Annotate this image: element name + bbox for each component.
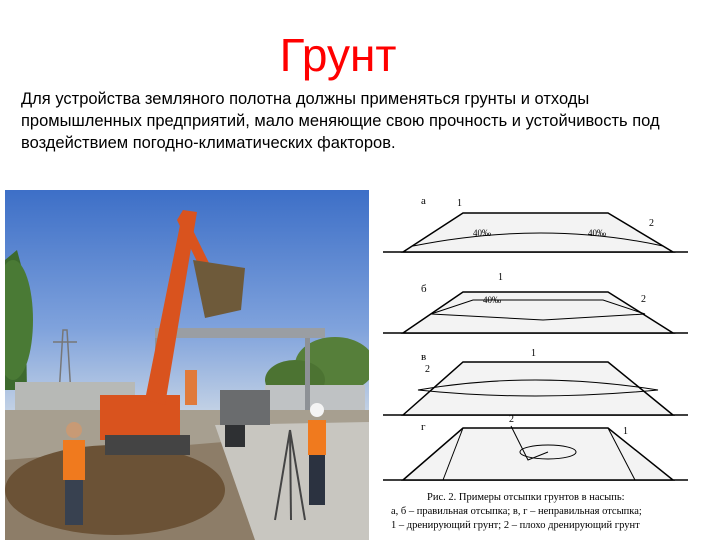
panel-letter: в <box>421 351 427 363</box>
panel-label: 1 <box>457 198 462 209</box>
panel-letter: а <box>421 195 426 207</box>
slide-body-text: Для устройства земляного полотна должны применяться грунты и отходы промышленных предприятий, мало меняющие свою прочность и устойчивость под воздействием погодно-климатических факторов. <box>21 90 660 152</box>
construction-site-photo <box>5 190 369 540</box>
caption-line: 1 – дренирующий грунт; 2 – плохо дренирующий грунт <box>391 520 640 531</box>
panel-label: 2 <box>425 364 430 375</box>
slide-title: Грунт <box>279 29 397 81</box>
panel-label: 1 <box>623 426 628 437</box>
caption-line: Рис. 2. Примеры отсыпки грунтов в насыпь: <box>427 492 625 503</box>
panel-letter: б <box>421 283 427 295</box>
panel-label: 1 <box>498 272 503 283</box>
diagram-caption <box>391 492 642 531</box>
slope-percent: 40‰ <box>588 228 606 238</box>
slope-percent: 40‰ <box>473 228 491 238</box>
caption-line: а, б – правильная отсыпка; в, г – неправильная отсыпка; <box>391 506 642 517</box>
panel-label: 2 <box>649 218 654 229</box>
slope-percent: 40‰ <box>483 295 501 305</box>
embankment-diagram <box>383 190 693 540</box>
panel-label: 2 <box>509 414 514 425</box>
diagram-panel-d <box>383 414 688 480</box>
panel-letter: г <box>421 421 426 433</box>
diagram-panel-c <box>383 348 688 415</box>
panel-label: 1 <box>531 348 536 359</box>
panel-label: 2 <box>641 294 646 305</box>
diagram-panel-b <box>383 272 688 333</box>
diagram-panel-a <box>383 195 688 252</box>
